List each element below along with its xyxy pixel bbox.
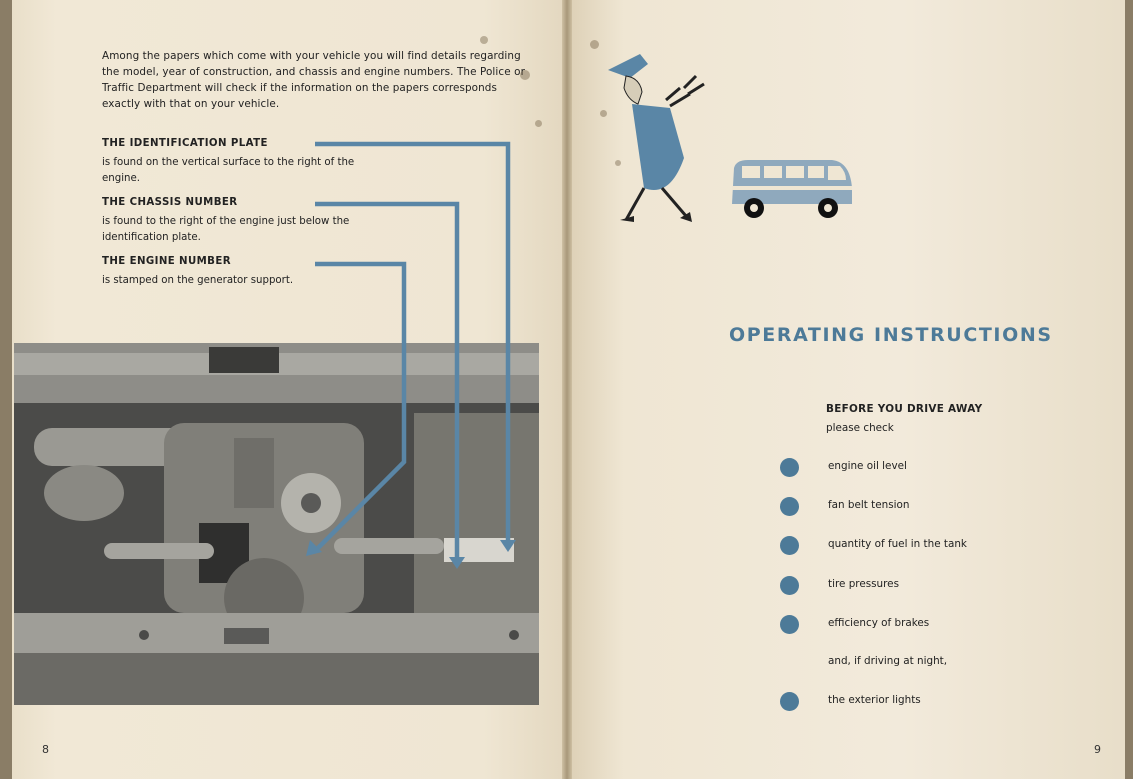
identification-plate-title: THE IDENTIFICATION PLATE — [102, 138, 268, 149]
bullet-dot — [780, 576, 799, 595]
identification-plate-text: is found on the vertical surface to the right of the engine. — [102, 157, 355, 184]
intro-paragraph: Among the papers which come with your vehicle you will find details regarding the model, year of construction, and chassis and engine numbers. The Police or Traffic Department will check if the information on the papers corresponds exactly with that on your vehicle. — [102, 50, 525, 110]
bullet-dot — [780, 536, 799, 555]
checklist-label: the exterior lights — [828, 694, 921, 706]
engine-number-text: is stamped on the generator support. — [102, 275, 294, 286]
page-number-right: 9 — [1094, 743, 1101, 756]
bullet-dot — [780, 615, 799, 634]
checklist-label: fan belt tension — [828, 499, 910, 511]
before-drive-title: BEFORE YOU DRIVE AWAY — [826, 403, 983, 415]
chassis-number-text: is found to the right of the engine just below the identification plate. — [102, 216, 350, 243]
operating-instructions-heading: OPERATING INSTRUCTIONS — [729, 324, 1053, 346]
paper-stain — [600, 110, 607, 117]
engine-number-title: THE ENGINE NUMBER — [102, 256, 231, 267]
paper-stain — [520, 70, 530, 80]
chassis-number-title: THE CHASSIS NUMBER — [102, 197, 238, 208]
checklist-label: quantity of fuel in the tank — [828, 538, 967, 550]
bullet-dot — [780, 692, 799, 711]
bullet-dot — [780, 497, 799, 516]
checklist-label: and, if driving at night, — [828, 655, 948, 667]
checklist-label: engine oil level — [828, 460, 907, 472]
page-number-left: 8 — [42, 743, 49, 756]
checklist-label: tire pressures — [828, 578, 899, 590]
vw-bus-illustration — [728, 158, 854, 220]
policeman-illustration — [600, 48, 720, 228]
paper-stain — [615, 160, 621, 166]
engine-number-callout — [315, 264, 404, 548]
bullet-dot — [780, 458, 799, 477]
paper-stain — [590, 40, 599, 49]
checklist-label: efficiency of brakes — [828, 617, 930, 629]
please-check-text: please check — [826, 422, 894, 434]
chassis-number-callout — [315, 204, 457, 557]
paper-stain — [535, 120, 542, 127]
paper-stain — [480, 36, 488, 44]
